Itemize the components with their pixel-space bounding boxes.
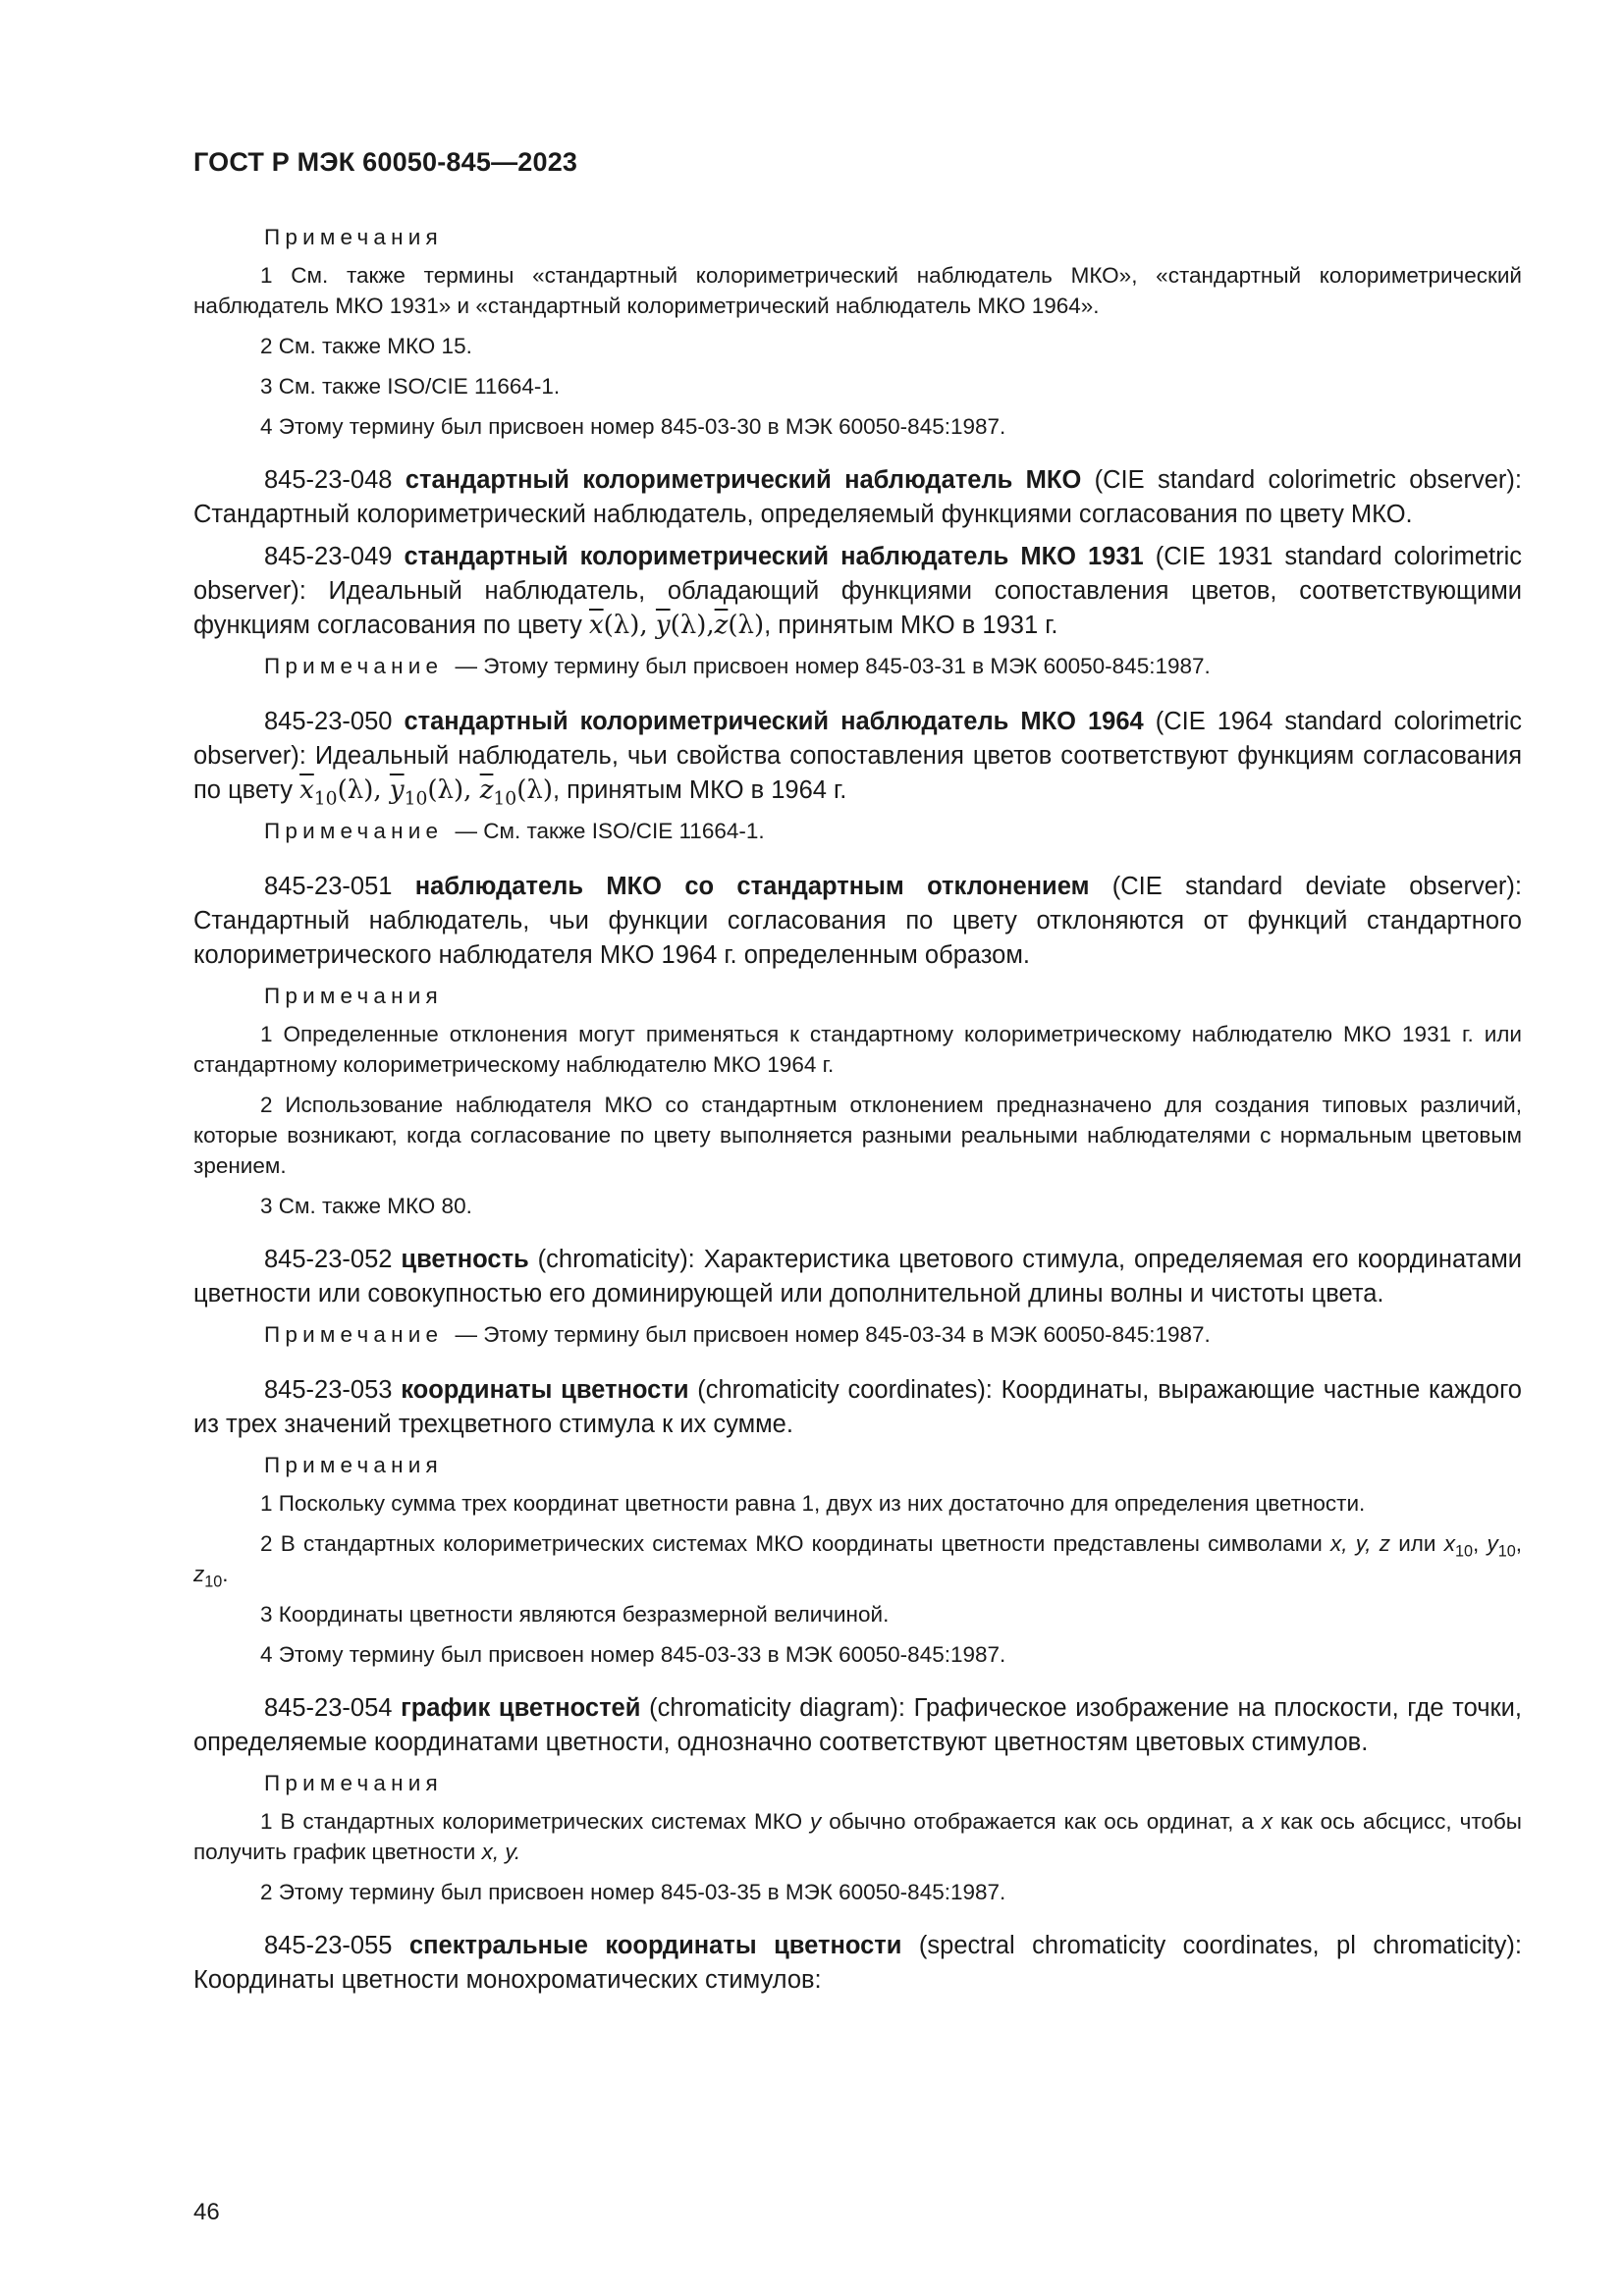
term-definition: (CIE standard deviate observer): Стандартный наблюдатель, чьи функции согласования по цвету отклоняются от функций стандартного колориметрического наблюдателя МКО 1964 г. определенным образом. bbox=[193, 873, 1522, 969]
note-item: 4 Этому термину был присвоен номер 845-03-33 в МЭК 60050-845:1987. bbox=[260, 1642, 1006, 1667]
page-content bbox=[193, 222, 1522, 2005]
term-definition: (spectral chromaticity coordinates, pl chromaticity): Координаты цветности монохроматических стимулов: bbox=[193, 1932, 1522, 1994]
term-name: стандартный колориметрический наблюдатель МКО 1931 bbox=[404, 543, 1144, 570]
note-item: 2 См. также МКО 15. bbox=[260, 334, 472, 358]
term-number: 845-23-054 bbox=[264, 1694, 393, 1722]
term-definition-end: , принятым МКО в 1964 г. bbox=[552, 776, 847, 804]
term-entry-049 bbox=[193, 540, 1522, 643]
term-name: спектральные координаты цветности bbox=[408, 1932, 902, 1959]
matching-functions-formula: $\overline{x}(\lambda)$, $\overline{y}(\lambda),\overline{z}(\lambda)$ bbox=[588, 611, 765, 640]
term-name: стандартный колориметрический наблюдатель МКО 1964 bbox=[404, 708, 1144, 735]
term-number: 845-23-049 bbox=[264, 543, 393, 570]
term-number: 845-23-053 bbox=[264, 1376, 393, 1404]
term-definition: (chromaticity): Характеристика цветового стимула, определяемая его координатами цветности или совокупностью его доминирующей или дополнительной длины волны и чистоты цвета. bbox=[193, 1246, 1522, 1308]
term-number: 845-23-051 bbox=[264, 873, 393, 900]
note-item: 1 Поскольку сумма трех координат цветности равна 1, двух из них достаточно для определения цветности. bbox=[260, 1491, 1366, 1516]
note-item: 2 Использование наблюдателя МКО со стандартным отклонением предназначено для создания типовых различий, которые возникают, когда согласование по цвету выполняется разными реальными наблюдателями с нормальным цветовым зрением. bbox=[193, 1093, 1522, 1178]
page-number: 46 bbox=[193, 2199, 220, 2225]
term-entry-048 bbox=[193, 463, 1522, 532]
term-entry-055 bbox=[193, 1929, 1522, 1998]
note-item: 2 Этому термину был присвоен номер 845-03-35 в МЭК 60050-845:1987. bbox=[260, 1880, 1006, 1904]
term-definition: (CIE 1964 standard colorimetric observer): Идеальный наблюдатель, чьи свойства сопоставления цветов соответствуют функциям согласования по цвету bbox=[193, 708, 1522, 804]
page-header: ГОСТ Р МЭК 60050-845—2023 bbox=[193, 147, 578, 177]
term-number: 845-23-050 bbox=[264, 708, 393, 735]
term-number: 845-23-048 bbox=[264, 466, 393, 494]
notes-heading: Примечания bbox=[264, 984, 443, 1008]
note-item: 3 Координаты цветности являются безразмерной величиной. bbox=[260, 1602, 890, 1627]
term-name: наблюдатель МКО со стандартным отклонением bbox=[414, 873, 1090, 900]
term-definition: (CIE standard colorimetric observer): Стандартный колориметрический наблюдатель, определяемый функциями согласования по цвету МКО. bbox=[193, 466, 1522, 528]
term-definition: (CIE 1931 standard colorimetric observer): Идеальный наблюдатель, обладающий функциями сопоставления цветов, соответствующими функциям согласования по цвету bbox=[193, 543, 1522, 639]
term-number: 845-23-055 bbox=[264, 1932, 393, 1959]
note-item: 3 См. также МКО 80. bbox=[260, 1194, 472, 1218]
matching-functions-10-formula: $\overline{x}_{10}(\lambda)$, $\overline{y}_{10}(\lambda)$, $\overline{z}_{10}(\lambda)$ bbox=[299, 775, 553, 810]
term-definition-end: , принятым МКО в 1931 г. bbox=[764, 612, 1058, 639]
note-052: Примечание — Этому термину был присвоен номер 845-03-34 в МЭК 60050-845:1987. bbox=[264, 1322, 1211, 1347]
term-definition: (chromaticity diagram): Графическое изображение на плоскости, где точки, определяемые координатами цветности, однозначно соответствуют цветностям цветовых стимулов. bbox=[193, 1694, 1522, 1756]
term-name: график цветностей bbox=[401, 1694, 641, 1722]
note-item: 3 См. также ISO/CIE 11664-1. bbox=[260, 374, 561, 399]
term-entry-050 bbox=[193, 705, 1522, 808]
note-item: 4 Этому термину был присвоен номер 845-03-30 в МЭК 60050-845:1987. bbox=[260, 414, 1006, 439]
note-item: 1 См. также термины «стандартный колориметрический наблюдатель МКО», «стандартный колориметрический наблюдатель МКО 1931» и «стандартный колориметрический наблюдатель МКО 1964». bbox=[193, 263, 1522, 318]
note-item: 2 В стандартных колориметрических системах МКО координаты цветности представлены символами x, y, z или $x_{10}$, $y_{10}$, $z_{10}$. bbox=[193, 1531, 1522, 1591]
term-number: 845-23-052 bbox=[264, 1246, 393, 1273]
note-item: 1 Определенные отклонения могут применяться к стандартному колориметрическому наблюдателю МКО 1931 г. или стандартному колориметрическому наблюдателю МКО 1964 г. bbox=[193, 1022, 1522, 1077]
note-item: 1 В стандартных колориметрических системах МКО y обычно отображается как ось ординат, а x как ось абсцисс, чтобы получить график цветности x, y. bbox=[193, 1809, 1522, 1864]
notes-heading: Примечания bbox=[264, 225, 443, 249]
notes-heading: Примечания bbox=[264, 1771, 443, 1795]
term-entry-053 bbox=[193, 1373, 1522, 1442]
term-name: стандартный колориметрический наблюдатель МКО bbox=[405, 466, 1082, 494]
term-definition: (chromaticity coordinates): Координаты, выражающие частные каждого из трех значений трехцветного стимула к их сумме. bbox=[193, 1376, 1522, 1438]
term-entry-054 bbox=[193, 1691, 1522, 1760]
term-entry-051 bbox=[193, 870, 1522, 973]
term-entry-052 bbox=[193, 1243, 1522, 1311]
term-name: цветность bbox=[401, 1246, 529, 1273]
note-050: Примечание — См. также ISO/CIE 11664-1. bbox=[264, 819, 765, 843]
notes-heading: Примечания bbox=[264, 1453, 443, 1477]
term-name: координаты цветности bbox=[401, 1376, 689, 1404]
note-049: Примечание — Этому термину был присвоен номер 845-03-31 в МЭК 60050-845:1987. bbox=[264, 654, 1211, 678]
